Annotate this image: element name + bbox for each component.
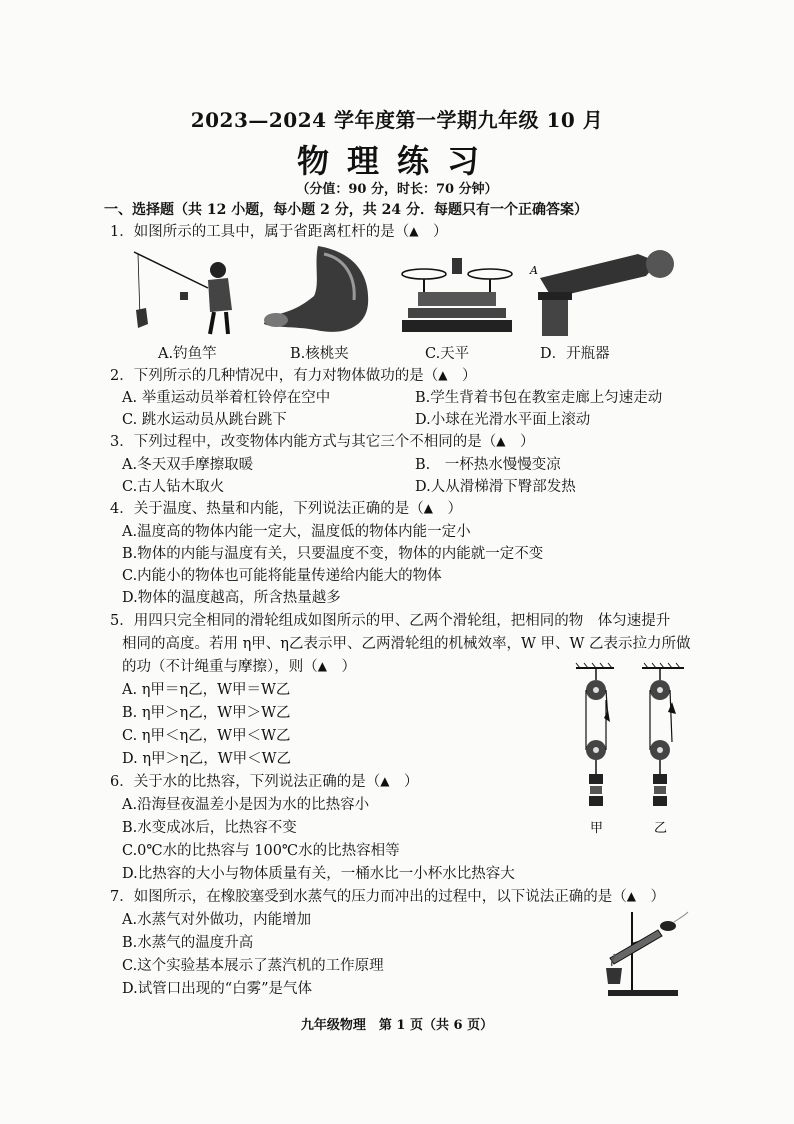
bottle-opener-figure <box>528 246 684 338</box>
q1-option-a: A.钓鱼竿 <box>158 346 217 362</box>
q3-option-b: B. 一杯热水慢慢变凉 <box>415 457 561 473</box>
q6-option-a: A.沿海昼夜温差小是因为水的比热容小 <box>122 797 370 813</box>
steam-test-tube-figure <box>588 908 698 1000</box>
q2-option-b: B.学生背着书包在教室走廊上匀速走动 <box>415 390 663 406</box>
exam-info: （分值：90 分，时长：70 分钟） <box>296 182 498 197</box>
q4-option-b: B.物体的内能与温度有关，只要温度不变，物体的内能就一定不变 <box>122 546 544 562</box>
balance-scale-figure <box>398 254 516 336</box>
pulley-system-figure <box>568 662 694 838</box>
question-5-stem-line2: 相同的高度。若用 η甲、η乙表示甲、乙两滑轮组的机械效率，W 甲、W 乙表示拉力所做 <box>122 636 691 652</box>
answer-mark: ▲ <box>423 501 433 515</box>
q4-option-c: C.内能小的物体也可能将能量传递给内能大的物体 <box>122 568 442 584</box>
q1-option-b: B.核桃夹 <box>290 346 349 362</box>
nutcracker-figure <box>258 244 374 338</box>
answer-mark: ▲ <box>380 774 390 788</box>
q4-option-a: A.温度高的物体内能一定大，温度低的物体内能一定小 <box>122 524 471 540</box>
q5-option-d: D. η甲＞η乙，W甲＜W乙 <box>122 751 292 767</box>
q3-option-c: C.古人钻木取火 <box>122 479 225 495</box>
q6-option-b: B.水变成冰后，比热容不变 <box>122 820 297 836</box>
q6-option-d: D.比热容的大小与物体质量有关，一桶水比一小杯水比热容大 <box>122 866 515 882</box>
q2-option-c: C. 跳水运动员从跳台跳下 <box>122 412 287 428</box>
question-5-stem-line3: 的功（不计绳重与摩擦），则（▲ ） <box>122 659 356 675</box>
answer-mark: ▲ <box>496 434 506 448</box>
answer-mark: ▲ <box>317 659 327 673</box>
question-5-stem-line1: 5．用四只完全相同的滑轮组成如图所示的甲、乙两个滑轮组，把相同的物 体匀速提升 <box>110 613 671 629</box>
question-1-stem: 1．如图所示的工具中，属于省距离杠杆的是（▲ ） <box>110 224 448 240</box>
section-heading: 一、选择题（共 12 小题，每小题 2 分，共 24 分．每题只有一个正确答案） <box>104 202 588 218</box>
question-2-stem: 2．下列所示的几种情况中，有力对物体做功的是（▲ ） <box>110 368 477 384</box>
q2-option-d: D.小球在光滑水平面上滚动 <box>415 412 591 428</box>
q4-option-d: D.物体的温度越高，所含热量越多 <box>122 590 341 606</box>
pulley-label-yi: 乙 <box>654 821 668 836</box>
answer-mark: ▲ <box>409 224 419 238</box>
q1-option-c: C.天平 <box>425 346 470 362</box>
question-6-stem: 6．关于水的比热容，下列说法正确的是（▲ ） <box>110 774 419 790</box>
fishing-rod-figure <box>130 248 252 338</box>
q5-option-c: C. η甲＜η乙，W甲＜W乙 <box>122 728 291 744</box>
exam-title-line1: 2023—2024 学年度第一学期九年级 10 月 <box>190 108 604 132</box>
pulley-label-jia: 甲 <box>590 821 604 836</box>
q1-option-d: D．开瓶器 <box>540 346 610 362</box>
figure-label-a: A <box>530 264 538 277</box>
q2-option-a: A. 举重运动员举着杠铃停在空中 <box>122 390 331 406</box>
q3-option-a: A.冬天双手摩擦取暖 <box>122 457 254 473</box>
q7-option-c: C.这个实验基本展示了蒸汽机的工作原理 <box>122 958 384 974</box>
q7-option-b: B.水蒸气的温度升高 <box>122 935 254 951</box>
answer-mark: ▲ <box>626 889 636 903</box>
question-7-stem: 7．如图所示，在橡胶塞受到水蒸气的压力而冲出的过程中，以下说法正确的是（▲ ） <box>110 889 665 905</box>
q5-option-b: B. η甲＞η乙，W甲＞W乙 <box>122 705 291 721</box>
answer-mark: ▲ <box>438 368 448 382</box>
exam-title-subject: 物理练习 <box>296 142 497 180</box>
q7-option-a: A.水蒸气对外做功，内能增加 <box>122 912 312 928</box>
q3-option-d: D.人从滑梯滑下臀部发热 <box>415 479 576 495</box>
q7-option-d: D.试管口出现的“白雾”是气体 <box>122 981 313 997</box>
question-3-stem: 3．下列过程中，改变物体内能方式与其它三个不相同的是（▲ ） <box>110 434 535 450</box>
q6-option-c: C.0℃水的比热容与 100℃水的比热容相等 <box>122 843 400 859</box>
q5-option-a: A. η甲＝η乙，W甲＝W乙 <box>122 682 291 698</box>
question-4-stem: 4．关于温度、热量和内能，下列说法正确的是（▲ ） <box>110 501 462 517</box>
page-footer: 九年级物理 第 1 页（共 6 页） <box>300 1018 494 1033</box>
